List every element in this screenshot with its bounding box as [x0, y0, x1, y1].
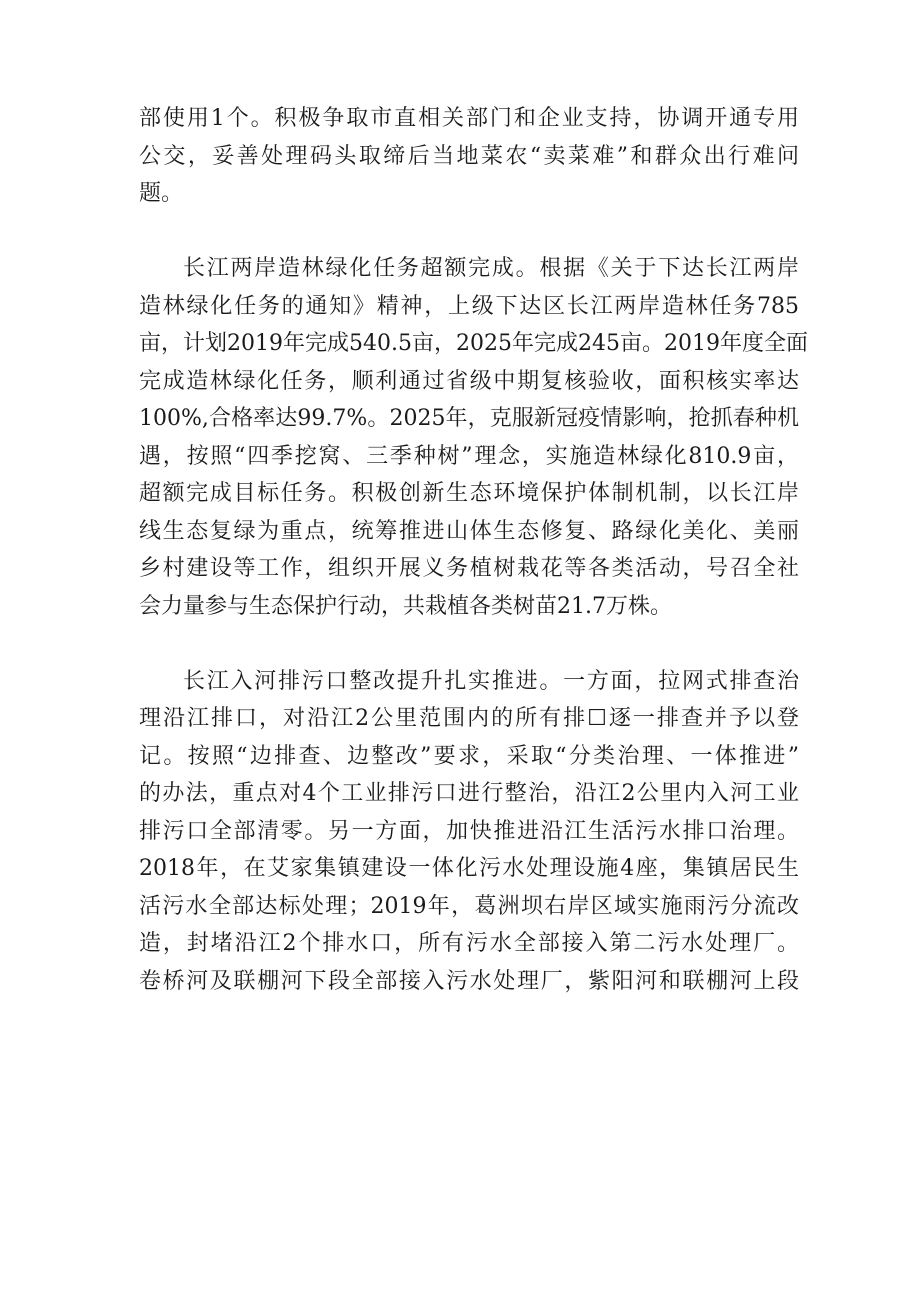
paragraph-1	[139, 100, 799, 213]
document-body	[139, 100, 808, 1000]
text-line: 完成造林绿化任务，顺利通过省级中期复核验收，面积核实率达	[139, 368, 799, 394]
text-line: 理沿江排口，对沿江2公里范围内的所有排☐逐一排查并予以登	[139, 706, 799, 731]
paragraph-3	[139, 663, 799, 1001]
text-line: 部使用1个。积极争取市直相关部门和企业支持，协调开通专用	[139, 106, 799, 131]
text-line: 遇，按照“四季挖窝、三季种树”理念，实施造林绿化810.9亩，	[139, 443, 799, 469]
text-line: 活污水全部达标处理；2019年，葛洲坝右岸区域实施雨污分流改	[139, 893, 799, 919]
text-line: 记。按照“边排查、边整改”要求，采取“分类治理、一体推进”	[139, 743, 799, 769]
text-line: 亩，计划2019年完成540.5亩，2025年完成245亩。2019年度全面	[139, 331, 808, 356]
text-line: 造，封堵沿江2个排水口，所有污水全部接入第二污水处理厂。	[139, 931, 799, 956]
text-line: 乡村建设等工作，组织开展义务植树栽花等各类活动，号召全社	[139, 556, 799, 581]
text-line: 卷桥河及联棚河下段全部接入污水处理厂，紫阳河和联棚河上段	[139, 968, 799, 994]
text-line: 造林绿化任务的通知》精神，上级下达区长江两岸造林任务785	[139, 293, 799, 319]
text-line: 线生态复绿为重点，统筹推进山体生态修复、路绿化美化、美丽	[139, 518, 799, 544]
paragraph-gap	[139, 213, 799, 251]
paragraph-2	[139, 250, 808, 625]
text-line: 超额完成目标任务。积极创新生态环境保护体制机制，以长江岸	[139, 481, 799, 506]
text-line: 100%,合格率达99.7%。2025年，克服新冠疫情影响，抢抓春种机	[139, 406, 799, 431]
text-line: 排污口全部清零。另一方面，加快推进沿江生活污水排口治理。	[139, 818, 799, 844]
text-line: 会力量参与生态保护行动，共栽植各类树苗21.7万株。	[139, 593, 672, 619]
text-line: 题。	[139, 181, 184, 206]
paragraph-gap	[139, 625, 799, 663]
text-line: 公交，妥善处理码头取缔后当地菜农“卖菜难”和群众出行难问	[139, 143, 799, 169]
text-line: 长江入河排污口整改提升扎实推进。一方面，拉网式排查治	[183, 668, 799, 694]
text-line: 长江两岸造林绿化任务超额完成。根据《关于下达长江两岸	[183, 256, 799, 281]
text-line: 的办法，重点对4个工业排污口进行整治，沿江2公里内入河工业	[139, 781, 799, 806]
text-line: 2018年，在艾家集镇建设一体化污水处理设施4座，集镇居民生	[139, 856, 799, 881]
